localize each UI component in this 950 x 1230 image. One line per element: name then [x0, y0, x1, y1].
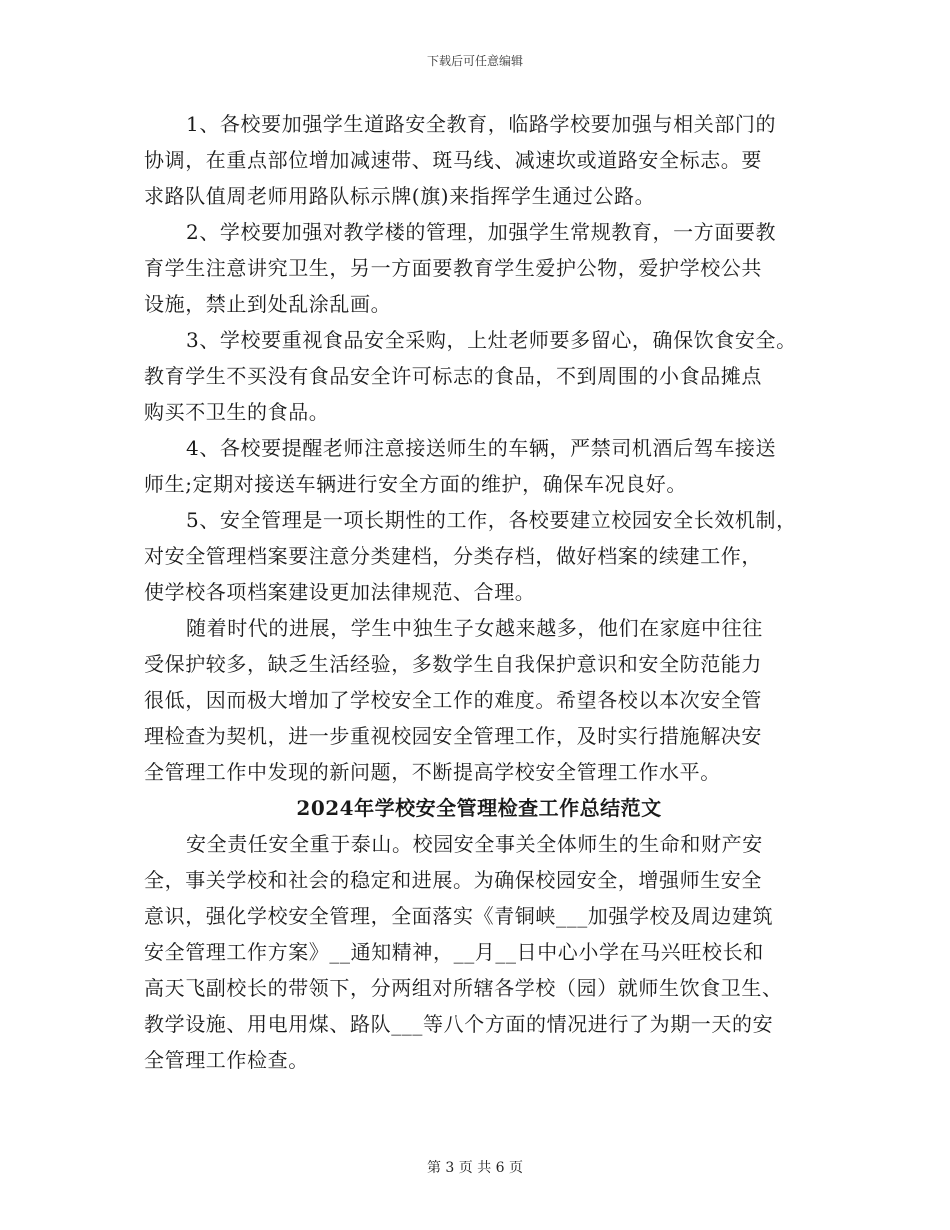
- paragraph-line: 受保护较多，缺乏生活经验，多数学生自我保护意识和安全防范能力: [144, 652, 762, 676]
- paragraph-line: 高天飞副校长的带领下，分两组对所辖各学校（园）就师生饮食卫生、: [144, 976, 783, 1000]
- paragraph-line: 很低，因而极大增加了学校安全工作的难度。希望各校以本次安全管: [144, 688, 762, 712]
- paragraph-line: 随着时代的进展，学生中独生子女越来越多，他们在家庭中往往: [186, 616, 763, 640]
- paragraph-line: 3、学校要重视食品安全采购，上灶老师要多留心，确保饮食安全。: [186, 328, 797, 352]
- paragraph-line: 设施，禁止到处乱涂乱画。: [144, 292, 392, 316]
- paragraph-line: 育学生注意讲究卫生，另一方面要教育学生爱护公物，爱护学校公共: [144, 256, 762, 280]
- paragraph-line: 协调，在重点部位增加减速带、斑马线、减速坎或道路安全标志。要: [144, 148, 762, 172]
- paragraph-line: 师生;定期对接送车辆进行安全方面的维护，确保车况良好。: [144, 472, 687, 496]
- paragraph-line: 安全管理工作方案》__通知精神，__月__日中心小学在马兴旺校长和: [144, 940, 764, 964]
- paragraph-line: 购买不卫生的食品。: [144, 400, 330, 424]
- paragraph: [144, 826, 814, 1078]
- paragraph-line: 2、学校要加强对教学楼的管理，加强学生常规教育，一方面要教: [186, 220, 777, 244]
- page-footer: 第 3 页 共 6 页: [426, 1160, 524, 1176]
- section-title: 2024年学校安全管理检查工作总结范文: [296, 796, 662, 820]
- paragraph: [144, 322, 814, 430]
- body-section-2: [144, 826, 814, 1078]
- paragraph-line: 教育学生不买没有食品安全许可标志的食品，不到周围的小食品摊点: [144, 364, 762, 388]
- paragraph-line: 全管理工作检查。: [144, 1048, 309, 1072]
- paragraph: [144, 610, 814, 790]
- paragraph-line: 理检查为契机，进一步重视校园安全管理工作，及时实行措施解决安: [144, 724, 762, 748]
- paragraph: [144, 214, 814, 322]
- page-header: 下载后可任意编辑: [426, 54, 523, 68]
- paragraph-line: 使学校各项档案建设更加法律规范、合理。: [144, 580, 536, 604]
- paragraph-line: 对安全管理档案要注意分类建档，分类存档，做好档案的续建工作，: [144, 544, 762, 568]
- paragraph-line: 1、各校要加强学生道路安全教育，临路学校要加强与相关部门的: [186, 112, 777, 136]
- paragraph-line: 全，事关学校和社会的稳定和进展。为确保校园安全，增强师生安全: [144, 868, 762, 892]
- document-body: [144, 106, 814, 1078]
- paragraph-line: 全管理工作中发现的新问题，不断提高学校安全管理工作水平。: [144, 760, 721, 784]
- paragraph-line: 安全责任安全重于泰山。校园安全事关全体师生的生命和财产安: [186, 832, 763, 856]
- paragraph-line: 4、各校要提醒老师注意接送师生的车辆，严禁司机酒后驾车接送: [186, 436, 777, 460]
- paragraph-line: 求路队值周老师用路队标示牌(旗)来指挥学生通过公路。: [144, 184, 656, 208]
- paragraph-line: 意识，强化学校安全管理，全面落实《青铜峡___加强学校及周边建筑: [144, 904, 774, 928]
- paragraph-line: 教学设施、用电用煤、路队___等八个方面的情况进行了为期一天的安: [144, 1012, 774, 1036]
- paragraph-line: 5、安全管理是一项长期性的工作，各校要建立校园安全长效机制，: [186, 508, 797, 532]
- paragraph: [144, 502, 814, 610]
- paragraph: [144, 106, 814, 214]
- paragraph: [144, 430, 814, 502]
- body-section-1: [144, 106, 814, 790]
